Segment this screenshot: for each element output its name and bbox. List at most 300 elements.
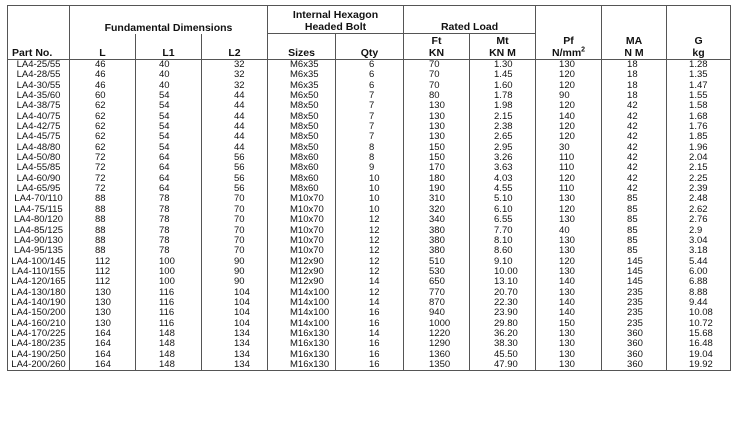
cell-bolt-qty: 14 — [336, 277, 404, 287]
cell-ft: 770 — [404, 288, 470, 298]
cell-ma: 42 — [602, 153, 667, 163]
cell-part-no: LA4-150/200 — [8, 308, 70, 318]
cell-pf: 30 — [536, 143, 602, 153]
cell-ft: 150 — [404, 143, 470, 153]
cell-l1: 148 — [136, 360, 202, 371]
cell-l2: 90 — [202, 267, 268, 277]
cell-l1: 148 — [136, 350, 202, 360]
cell-g: 1.96 — [667, 143, 731, 153]
cell-bolt-qty: 16 — [336, 360, 404, 371]
cell-g: 2.39 — [667, 184, 731, 194]
cell-ma: 42 — [602, 132, 667, 142]
table-row — [8, 122, 731, 132]
header-part-no: Part No. — [8, 34, 70, 60]
cell-l1: 116 — [136, 288, 202, 298]
table-row — [8, 101, 731, 111]
cell-pf: 110 — [536, 184, 602, 194]
cell-ft: 1290 — [404, 339, 470, 349]
cell-ma: 85 — [602, 194, 667, 204]
cell-l1: 78 — [136, 236, 202, 246]
cell-l: 164 — [70, 360, 136, 371]
cell-bolt-qty: 7 — [336, 91, 404, 101]
cell-part-no: LA4-50/80 — [8, 153, 70, 163]
table-row — [8, 184, 731, 194]
cell-l: 46 — [70, 70, 136, 80]
cell-bolt-qty: 12 — [336, 215, 404, 225]
table-row — [8, 257, 731, 267]
table-row — [8, 143, 731, 153]
cell-bolt-size: M14x100 — [268, 308, 336, 318]
cell-mt: 8.10 — [470, 236, 536, 246]
table-header — [8, 6, 731, 60]
header-bolt-line1: Internal Hexagon — [292, 9, 379, 21]
cell-pf: 40 — [536, 226, 602, 236]
cell-l2: 70 — [202, 215, 268, 225]
cell-part-no: LA4-85/125 — [8, 226, 70, 236]
cell-l1: 64 — [136, 163, 202, 173]
cell-mt: 29.80 — [470, 319, 536, 329]
header-pf-line1: Pf — [563, 35, 574, 47]
cell-l1: 64 — [136, 174, 202, 184]
cell-l1: 78 — [136, 194, 202, 204]
header-pf-blank — [536, 6, 602, 34]
cell-pf: 120 — [536, 70, 602, 80]
cell-l1: 40 — [136, 70, 202, 80]
cell-bolt-size: M10x70 — [268, 215, 336, 225]
cell-bolt-qty: 10 — [336, 194, 404, 204]
cell-l2: 104 — [202, 288, 268, 298]
cell-bolt-qty: 14 — [336, 329, 404, 339]
cell-g: 5.44 — [667, 257, 731, 267]
cell-g: 10.72 — [667, 319, 731, 329]
header-g-line1: G — [694, 35, 703, 47]
cell-part-no: LA4-28/55 — [8, 70, 70, 80]
cell-ma: 42 — [602, 122, 667, 132]
cell-part-no: LA4-120/165 — [8, 277, 70, 287]
cell-pf: 110 — [536, 163, 602, 173]
cell-ft: 180 — [404, 174, 470, 184]
cell-ft: 380 — [404, 236, 470, 246]
cell-l1: 64 — [136, 184, 202, 194]
cell-ft: 310 — [404, 194, 470, 204]
cell-ft: 190 — [404, 184, 470, 194]
cell-part-no: LA4-180/235 — [8, 339, 70, 349]
cell-l2: 32 — [202, 70, 268, 80]
table-row — [8, 205, 731, 215]
header-pf-line2 — [536, 47, 601, 59]
cell-bolt-qty: 12 — [336, 246, 404, 256]
cell-ft: 130 — [404, 101, 470, 111]
cell-part-no: LA4-170/225 — [8, 329, 70, 339]
cell-l: 62 — [70, 101, 136, 111]
cell-ma: 18 — [602, 91, 667, 101]
cell-bolt-size: M10x70 — [268, 205, 336, 215]
cell-l1: 78 — [136, 205, 202, 215]
cell-l2: 44 — [202, 132, 268, 142]
cell-l: 88 — [70, 215, 136, 225]
cell-ft: 150 — [404, 153, 470, 163]
cell-l2: 104 — [202, 319, 268, 329]
cell-l2: 70 — [202, 194, 268, 204]
cell-g: 3.04 — [667, 236, 731, 246]
cell-ft: 1360 — [404, 350, 470, 360]
cell-pf: 120 — [536, 257, 602, 267]
cell-l1: 54 — [136, 112, 202, 122]
cell-g: 19.04 — [667, 350, 731, 360]
cell-bolt-size: M12x90 — [268, 267, 336, 277]
table-row — [8, 288, 731, 298]
cell-l: 72 — [70, 184, 136, 194]
table-row — [8, 298, 731, 308]
cell-l2: 70 — [202, 236, 268, 246]
cell-part-no: LA4-140/190 — [8, 298, 70, 308]
cell-part-no: LA4-42/75 — [8, 122, 70, 132]
cell-ft: 130 — [404, 122, 470, 132]
cell-l2: 44 — [202, 101, 268, 111]
cell-g: 15.68 — [667, 329, 731, 339]
cell-pf: 90 — [536, 91, 602, 101]
cell-bolt-size: M16x130 — [268, 360, 336, 371]
table-row — [8, 350, 731, 360]
cell-l2: 44 — [202, 122, 268, 132]
cell-ma: 360 — [602, 329, 667, 339]
table-row — [8, 81, 731, 91]
cell-mt: 4.03 — [470, 174, 536, 184]
cell-part-no: LA4-45/75 — [8, 132, 70, 142]
cell-mt: 1.98 — [470, 101, 536, 111]
cell-l1: 100 — [136, 277, 202, 287]
cell-ma: 18 — [602, 81, 667, 91]
cell-mt: 13.10 — [470, 277, 536, 287]
cell-pf: 120 — [536, 122, 602, 132]
cell-ft: 340 — [404, 215, 470, 225]
cell-part-no: LA4-90/130 — [8, 236, 70, 246]
cell-l: 88 — [70, 236, 136, 246]
cell-l2: 90 — [202, 277, 268, 287]
cell-ft: 530 — [404, 267, 470, 277]
cell-bolt-size: M14x100 — [268, 319, 336, 329]
cell-pf: 120 — [536, 101, 602, 111]
cell-bolt-qty: 16 — [336, 350, 404, 360]
cell-l: 88 — [70, 246, 136, 256]
cell-g: 8.88 — [667, 288, 731, 298]
header-mt — [470, 34, 536, 60]
cell-ft: 1350 — [404, 360, 470, 371]
cell-ma: 235 — [602, 319, 667, 329]
cell-ma: 42 — [602, 143, 667, 153]
cell-pf: 130 — [536, 215, 602, 225]
cell-mt: 1.45 — [470, 70, 536, 80]
cell-bolt-size: M10x70 — [268, 194, 336, 204]
cell-l2: 44 — [202, 91, 268, 101]
cell-l: 88 — [70, 205, 136, 215]
cell-ma: 42 — [602, 112, 667, 122]
cell-ma: 145 — [602, 277, 667, 287]
cell-pf: 140 — [536, 112, 602, 122]
cell-ft: 380 — [404, 226, 470, 236]
spec-table-container — [7, 5, 730, 371]
cell-part-no: LA4-80/120 — [8, 215, 70, 225]
cell-part-no: LA4-35/60 — [8, 91, 70, 101]
cell-bolt-size: M8x60 — [268, 184, 336, 194]
cell-mt: 47.90 — [470, 360, 536, 371]
cell-mt: 36.20 — [470, 329, 536, 339]
cell-mt: 45.50 — [470, 350, 536, 360]
cell-bolt-size: M8x60 — [268, 163, 336, 173]
table-row — [8, 308, 731, 318]
cell-g: 3.18 — [667, 246, 731, 256]
cell-pf: 140 — [536, 277, 602, 287]
header-l1: L1 — [136, 34, 202, 60]
table-row — [8, 174, 731, 184]
cell-pf: 110 — [536, 153, 602, 163]
cell-ma: 42 — [602, 174, 667, 184]
cell-l: 46 — [70, 60, 136, 71]
header-ma-line2: N M — [624, 47, 644, 59]
cell-l2: 70 — [202, 226, 268, 236]
header-ft — [404, 34, 470, 60]
cell-l2: 134 — [202, 360, 268, 371]
cell-ma: 145 — [602, 257, 667, 267]
cell-l: 62 — [70, 143, 136, 153]
cell-l2: 70 — [202, 246, 268, 256]
cell-l1: 78 — [136, 246, 202, 256]
table-row — [8, 153, 731, 163]
cell-bolt-size: M8x60 — [268, 153, 336, 163]
cell-l: 60 — [70, 91, 136, 101]
cell-l2: 90 — [202, 257, 268, 267]
cell-l2: 32 — [202, 60, 268, 71]
cell-mt: 1.78 — [470, 91, 536, 101]
table-row — [8, 277, 731, 287]
cell-bolt-size: M10x70 — [268, 246, 336, 256]
cell-bolt-size: M16x130 — [268, 329, 336, 339]
cell-bolt-size: M6x50 — [268, 91, 336, 101]
cell-l2: 32 — [202, 81, 268, 91]
cell-ma: 18 — [602, 70, 667, 80]
table-row — [8, 360, 731, 371]
cell-part-no: LA4-38/75 — [8, 101, 70, 111]
cell-bolt-size: M6x35 — [268, 60, 336, 71]
cell-part-no: LA4-40/75 — [8, 112, 70, 122]
cell-bolt-size: M8x50 — [268, 112, 336, 122]
table-row — [8, 215, 731, 225]
cell-l1: 148 — [136, 339, 202, 349]
table-body — [8, 60, 731, 371]
cell-ft: 130 — [404, 132, 470, 142]
cell-ma: 85 — [602, 205, 667, 215]
cell-g: 1.68 — [667, 112, 731, 122]
cell-bolt-qty: 12 — [336, 236, 404, 246]
table-row — [8, 246, 731, 256]
cell-g: 9.44 — [667, 298, 731, 308]
header-l: L — [70, 34, 136, 60]
cell-bolt-qty: 10 — [336, 205, 404, 215]
cell-bolt-size: M8x60 — [268, 174, 336, 184]
cell-l: 72 — [70, 153, 136, 163]
header-l2: L2 — [202, 34, 268, 60]
cell-pf: 140 — [536, 308, 602, 318]
cell-bolt-qty: 12 — [336, 267, 404, 277]
cell-mt: 5.10 — [470, 194, 536, 204]
cell-part-no: LA4-25/55 — [8, 60, 70, 71]
table-row — [8, 132, 731, 142]
cell-l2: 44 — [202, 143, 268, 153]
cell-g: 16.48 — [667, 339, 731, 349]
header-bolt-group — [268, 6, 404, 34]
cell-part-no: LA4-75/115 — [8, 205, 70, 215]
cell-g: 10.08 — [667, 308, 731, 318]
cell-mt: 8.60 — [470, 246, 536, 256]
cell-ma: 18 — [602, 60, 667, 71]
cell-l1: 54 — [136, 143, 202, 153]
cell-ma: 235 — [602, 288, 667, 298]
cell-bolt-qty: 7 — [336, 101, 404, 111]
cell-g: 2.04 — [667, 153, 731, 163]
cell-bolt-size: M8x50 — [268, 122, 336, 132]
header-ma-blank — [602, 6, 667, 34]
cell-l1: 116 — [136, 319, 202, 329]
cell-bolt-qty: 10 — [336, 184, 404, 194]
cell-l1: 64 — [136, 153, 202, 163]
cell-l2: 134 — [202, 329, 268, 339]
cell-ft: 130 — [404, 112, 470, 122]
cell-g: 6.88 — [667, 277, 731, 287]
cell-ma: 85 — [602, 226, 667, 236]
cell-l: 62 — [70, 122, 136, 132]
cell-ft: 940 — [404, 308, 470, 318]
table-row — [8, 70, 731, 80]
cell-ma: 85 — [602, 246, 667, 256]
cell-ma: 85 — [602, 236, 667, 246]
cell-bolt-qty: 12 — [336, 288, 404, 298]
cell-g: 6.00 — [667, 267, 731, 277]
cell-pf: 130 — [536, 194, 602, 204]
cell-ma: 360 — [602, 339, 667, 349]
cell-g: 19.92 — [667, 360, 731, 371]
cell-bolt-qty: 9 — [336, 163, 404, 173]
header-qty: Qty — [336, 34, 404, 60]
cell-bolt-qty: 16 — [336, 319, 404, 329]
cell-l1: 54 — [136, 122, 202, 132]
header-fundamental-dimensions: Fundamental Dimensions — [70, 6, 268, 34]
cell-mt: 10.00 — [470, 267, 536, 277]
cell-ft: 650 — [404, 277, 470, 287]
header-part-blank — [8, 6, 70, 34]
header-g-line2: kg — [692, 47, 705, 59]
cell-g: 2.76 — [667, 215, 731, 225]
cell-mt: 3.63 — [470, 163, 536, 173]
header-mt-line1: Mt — [496, 35, 509, 47]
cell-mt: 4.55 — [470, 184, 536, 194]
cell-l: 130 — [70, 298, 136, 308]
cell-l2: 104 — [202, 298, 268, 308]
cell-mt: 2.65 — [470, 132, 536, 142]
cell-g: 2.9 — [667, 226, 731, 236]
cell-bolt-size: M6x35 — [268, 81, 336, 91]
table-row — [8, 267, 731, 277]
cell-l2: 134 — [202, 350, 268, 360]
cell-pf: 150 — [536, 319, 602, 329]
cell-l2: 104 — [202, 308, 268, 318]
cell-pf: 130 — [536, 60, 602, 71]
cell-part-no: LA4-130/180 — [8, 288, 70, 298]
cell-bolt-size: M14x100 — [268, 288, 336, 298]
cell-pf: 130 — [536, 288, 602, 298]
cell-g: 1.28 — [667, 60, 731, 71]
cell-ft: 380 — [404, 246, 470, 256]
cell-pf: 130 — [536, 267, 602, 277]
cell-l: 164 — [70, 339, 136, 349]
table-row — [8, 339, 731, 349]
header-pf-unit: N/mm — [551, 47, 582, 59]
cell-part-no: LA4-60/90 — [8, 174, 70, 184]
cell-ft: 70 — [404, 70, 470, 80]
cell-pf: 130 — [536, 246, 602, 256]
cell-bolt-qty: 6 — [336, 81, 404, 91]
cell-l2: 134 — [202, 339, 268, 349]
cell-l: 72 — [70, 163, 136, 173]
cell-ma: 235 — [602, 308, 667, 318]
cell-l1: 54 — [136, 91, 202, 101]
cell-bolt-qty: 7 — [336, 122, 404, 132]
cell-pf: 120 — [536, 132, 602, 142]
table-row — [8, 163, 731, 173]
header-ma-line1: MA — [625, 35, 643, 47]
cell-l: 130 — [70, 288, 136, 298]
cell-part-no: LA4-65/95 — [8, 184, 70, 194]
cell-l: 130 — [70, 308, 136, 318]
cell-mt: 23.90 — [470, 308, 536, 318]
cell-bolt-size: M12x90 — [268, 277, 336, 287]
cell-g: 1.35 — [667, 70, 731, 80]
table-row — [8, 319, 731, 329]
cell-bolt-qty: 8 — [336, 143, 404, 153]
cell-mt: 2.38 — [470, 122, 536, 132]
cell-pf: 130 — [536, 329, 602, 339]
cell-bolt-qty: 16 — [336, 308, 404, 318]
cell-ft: 510 — [404, 257, 470, 267]
cell-ma: 360 — [602, 360, 667, 371]
cell-l2: 56 — [202, 184, 268, 194]
table-row — [8, 226, 731, 236]
table-row — [8, 112, 731, 122]
cell-bolt-qty: 12 — [336, 257, 404, 267]
cell-g: 1.58 — [667, 101, 731, 111]
header-g-blank — [667, 6, 731, 34]
cell-pf: 120 — [536, 81, 602, 91]
header-rated-load: Rated Load — [404, 6, 536, 34]
cell-pf: 120 — [536, 174, 602, 184]
header-ft-line1: Ft — [431, 35, 442, 47]
cell-bolt-size: M10x70 — [268, 226, 336, 236]
cell-ft: 320 — [404, 205, 470, 215]
cell-part-no: LA4-55/85 — [8, 163, 70, 173]
cell-ft: 870 — [404, 298, 470, 308]
cell-mt: 20.70 — [470, 288, 536, 298]
cell-bolt-size: M6x35 — [268, 70, 336, 80]
cell-l2: 70 — [202, 205, 268, 215]
cell-l: 88 — [70, 194, 136, 204]
cell-part-no: LA4-160/210 — [8, 319, 70, 329]
cell-g: 2.25 — [667, 174, 731, 184]
cell-l: 72 — [70, 174, 136, 184]
table-row — [8, 236, 731, 246]
table-row — [8, 194, 731, 204]
cell-l1: 148 — [136, 329, 202, 339]
cell-l1: 100 — [136, 257, 202, 267]
cell-bolt-qty: 16 — [336, 339, 404, 349]
